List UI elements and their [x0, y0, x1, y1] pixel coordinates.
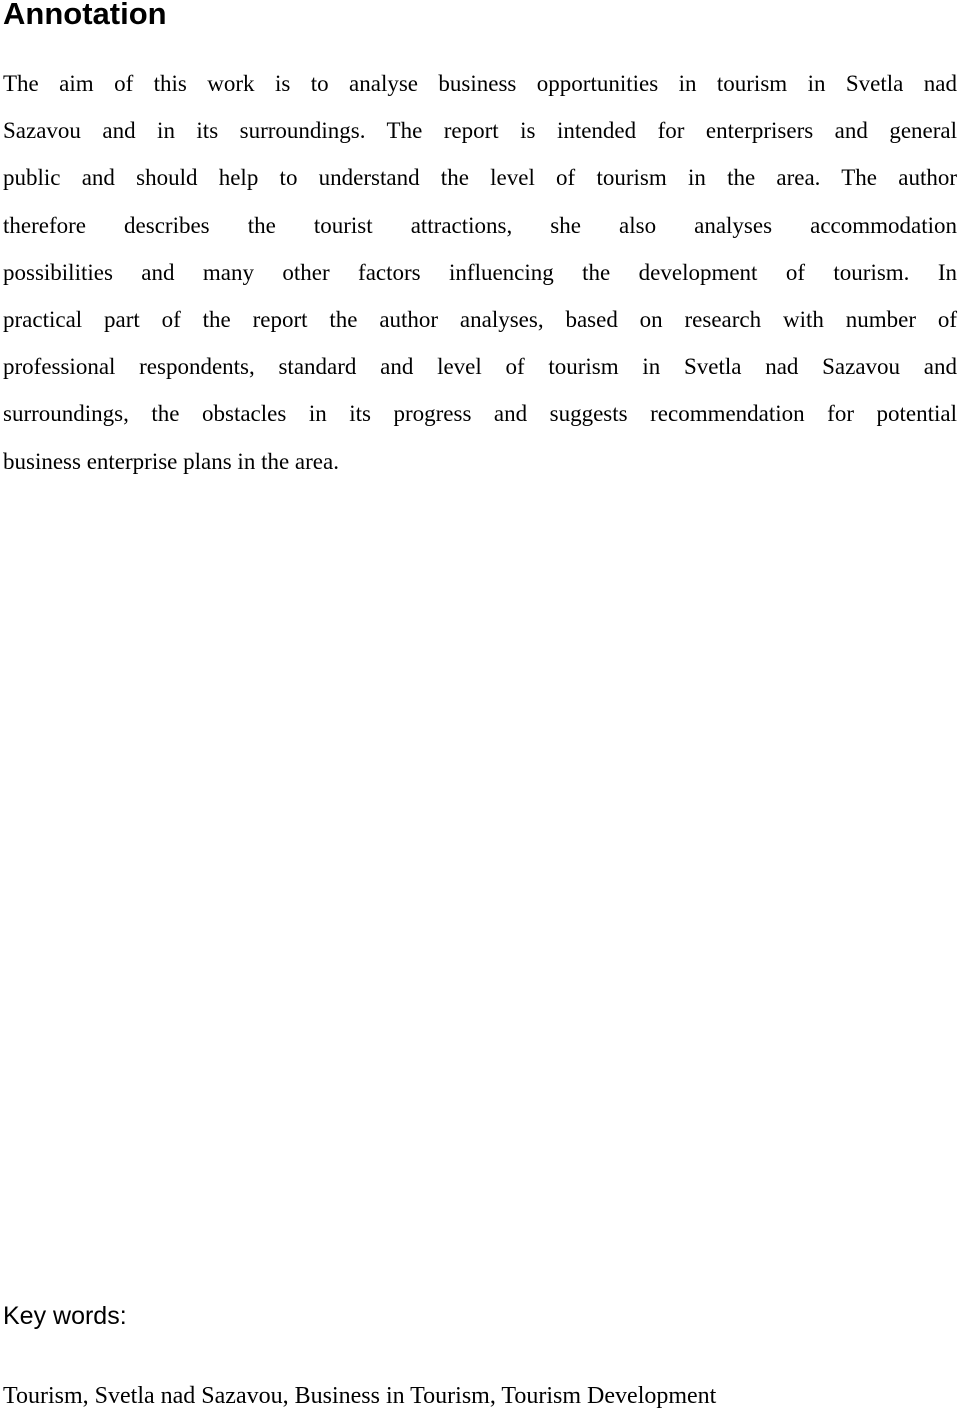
abstract-line: surroundings, the obstacles in its progress and suggests recommendation for potential	[3, 401, 957, 427]
abstract-line: professional respondents, standard and level of tourism in Svetla nad Sazavou and	[3, 354, 957, 380]
abstract-line: The aim of this work is to analyse business opportunities in tourism in Svetla nad	[3, 71, 957, 96]
keywords-list: Tourism, Svetla nad Sazavou, Business in Tourism, Tourism Development	[3, 1383, 717, 1409]
abstract-paragraph	[3, 60, 957, 485]
abstract-line: practical part of the report the author analyses, based on research with number of	[3, 306, 957, 332]
page-title: Annotation	[3, 0, 167, 31]
abstract-line: business enterprise plans in the area.	[3, 448, 339, 474]
abstract-line: therefore describes the tourist attractions, she also analyses accommodation	[3, 212, 957, 238]
abstract-line: public and should help to understand the level of tourism in the area. The author	[3, 165, 957, 191]
keywords-label: Key words:	[3, 1302, 127, 1330]
abstract-line: possibilities and many other factors influencing the development of tourism. In	[3, 259, 957, 285]
abstract-line: Sazavou and in its surroundings. The report is intended for enterprisers and general	[3, 118, 957, 144]
